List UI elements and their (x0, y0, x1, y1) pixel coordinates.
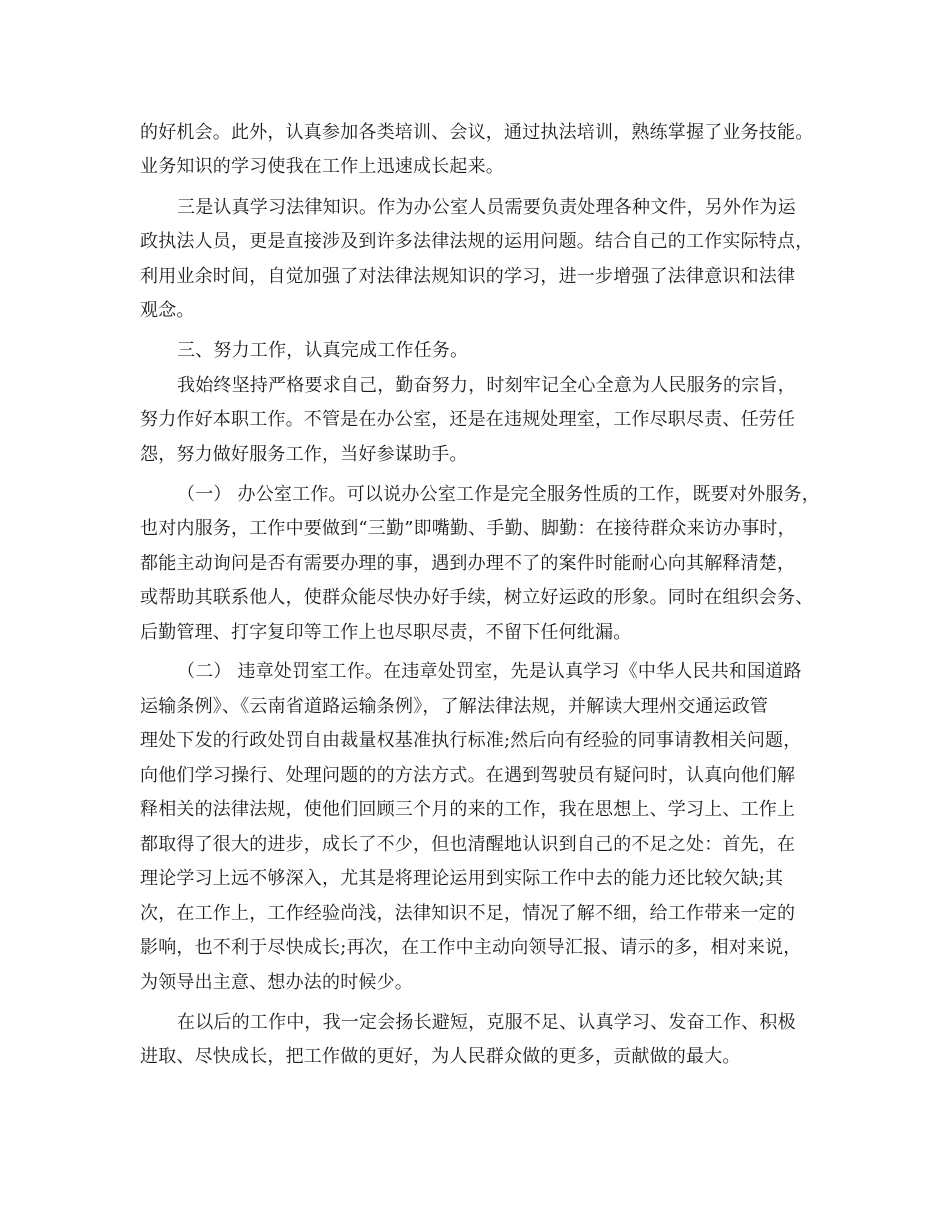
text-line: 向他们学习操行、处理问题的的方法方式。在遇到驾驶员有疑问时，认真向他们解 (140, 765, 796, 786)
text-line: 政执法人员，更是直接涉及到许多法律法规的运用问题。结合自己的工作实际特点， (140, 231, 814, 252)
text-line: 运输条例》、《云南省道路运输条例》，了解法律法规，并解读大理州交通运政管 (140, 696, 769, 717)
text-line: 怨，努力做好服务工作，当好参谋助手。 (140, 444, 468, 465)
text-line: 努力作好本职工作。不管是在办公室，还是在违规处理室，工作尽职尽责、任劳任 (140, 409, 796, 430)
text-line: 理处下发的行政处罚自由裁量权基准执行标准;然后向有经验的同事请教相关问题， (140, 730, 802, 751)
text-line: 的好机会。此外，认真参加各类培训、会议，通过执法培训，熟练掌握了业务技能。 (140, 122, 814, 143)
section-heading: 三、努力工作，认真完成工作任务。 (177, 340, 469, 361)
text-line: 也对内服务，工作中要做到“三勤”即嘴勤、手勤、脚勤：在接待群众来访办事时， (140, 518, 796, 539)
text-line: 影响，也不利于尽快成长;再次，在工作中主动向领导汇报、请示的多，相对来说， (140, 937, 802, 958)
text-line: 都能主动询问是否有需要办理的事，遇到办理不了的案件时能耐心向其解释清楚， (140, 553, 796, 574)
text-line: 释相关的法律法规，使他们回顾三个月的来的工作，我在思想上、学习上、工作上 (140, 799, 796, 820)
text-line: 次，在工作上，工作经验尚浅，法律知识不足，情况了解不细，给工作带来一定的 (140, 903, 796, 924)
text-line: 观念。 (140, 300, 195, 321)
text-line: 利用业余时间，自觉加强了对法律法规知识的学习，进一步增强了法律意识和法律 (140, 266, 796, 287)
text-line: 或帮助其联系他人，使群众能尽快办好手续，树立好运政的形象。同时在组织会务、 (140, 587, 814, 608)
text-line: 进取、尽快成长，把工作做的更好，为人民群众做的更多，贡献做的最大。 (140, 1046, 741, 1067)
paragraph-start-line: 在以后的工作中，我一定会扬长避短，克服不足、认真学习、发奋工作、积极 (177, 1012, 796, 1033)
text-line: 理论学习上远不够深入，尤其是将理论运用到实际工作中去的能力还比较欠缺;其 (140, 868, 784, 889)
paragraph-start-line: （二） 违章处罚室工作。在违章处罚室，先是认真学习《中华人民共和国道路 (177, 661, 802, 682)
text-line: 都取得了很大的进步，成长了不少，但也清醒地认识到自己的不足之处：首先，在 (140, 834, 796, 855)
text-line: 后勤管理、打字复印等工作上也尽职尽责，不留下任何纰漏。 (140, 622, 632, 643)
text-line: 为领导出主意、想办法的时候少。 (140, 972, 413, 993)
paragraph-start-line: （一） 办公室工作。可以说办公室工作是完全服务性质的工作，既要对外服务， (177, 484, 820, 505)
paragraph-start-line: 我始终坚持严格要求自己，勤奋努力，时刻牢记全心全意为人民服务的宗旨， (177, 375, 796, 396)
text-line: 业务知识的学习使我在工作上迅速成长起来。 (140, 156, 504, 177)
paragraph-start-line: 三是认真学习法律知识。作为办公室人员需要负责处理各种文件，另外作为运 (177, 197, 796, 218)
